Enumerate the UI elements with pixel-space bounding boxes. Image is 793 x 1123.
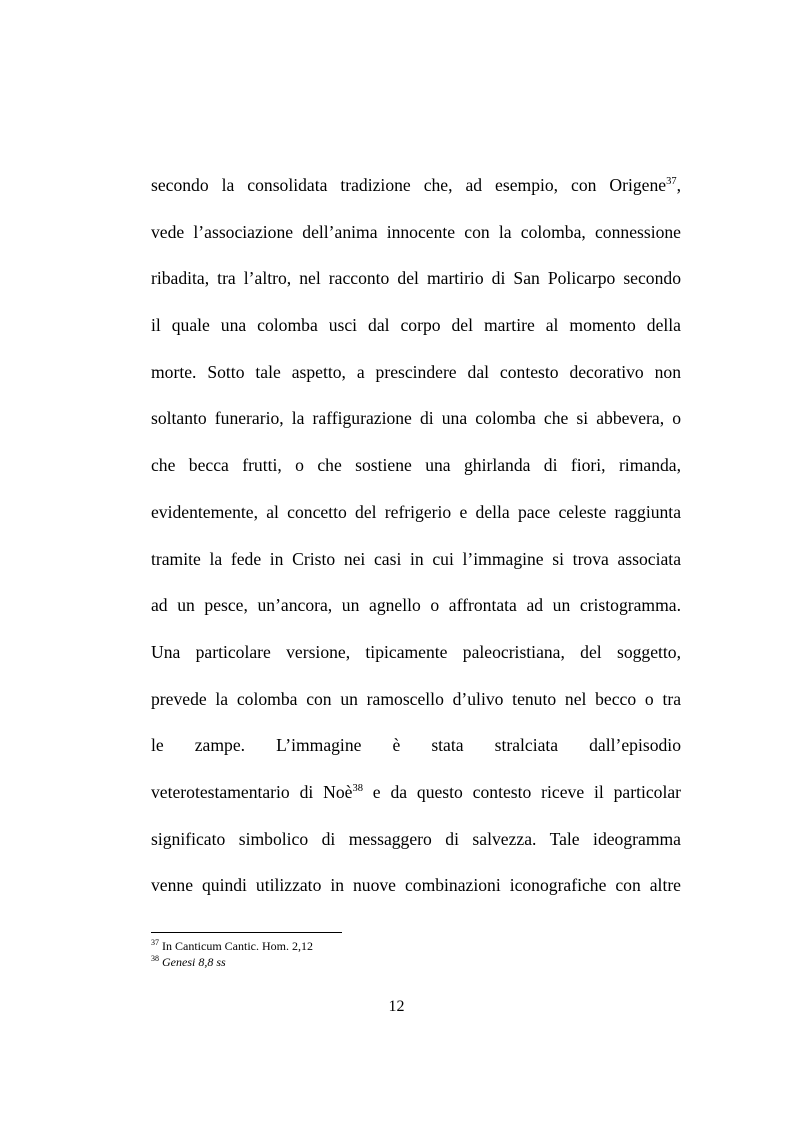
body-line-8: evidentemente, al concetto del refrigerio e della pace celeste raggiunta [151, 501, 681, 522]
body-line-6: soltanto funerario, la raffigurazione di una colomba che si abbevera, o [151, 408, 681, 429]
footnote-number: 37 [151, 938, 159, 947]
body-line-5: morte. Sotto tale aspetto, a prescindere dal contesto decorativo non [151, 361, 681, 382]
body-line-16: venne quindi utilizzato in nuove combinazioni iconografiche con altre [151, 875, 681, 896]
body-line-3: ribadita, tra l’altro, nel racconto del martirio di San Policarpo secondo [151, 268, 681, 289]
body-line-4: il quale una colomba usci dal corpo del martire al momento della [151, 315, 681, 336]
body-line-13: le zampe. L’immagine è stata stralciata dall’episodio [151, 735, 681, 756]
body-line-1: secondo la consolidata tradizione che, ad esempio, con Origene$^{37}$, [151, 175, 681, 195]
footnote-38 [151, 954, 681, 970]
body-line-2: vede l’associazione dell’anima innocente con la colomba, connessione [151, 221, 681, 242]
body-line-15: significato simbolico di messaggero di salvezza. Tale ideogramma [151, 828, 681, 849]
body-line-9: tramite la fede in Cristo nei casi in cui l’immagine si trova associata [151, 548, 681, 569]
body-line-10: ad un pesce, un’ancora, un agnello o affrontata ad un cristogramma. [151, 595, 681, 616]
footnote-number: 38 [151, 954, 159, 963]
body-line-14: veterotestamentario di Noè$^{38}$ e da questo contesto riceve il particolar [151, 781, 681, 802]
body-line-11: Una particolare versione, tipicamente paleocristiana, del soggetto, [151, 641, 681, 662]
footnote-text: Genesi 8,8 ss [162, 955, 226, 969]
body-line-7: che becca frutti, o che sostiene una ghirlanda di fiori, rimanda, [151, 455, 681, 476]
footnotes [151, 938, 681, 970]
footnote-text: In Canticum Cantic. Hom. 2,12 [162, 939, 313, 953]
footnote-37 [151, 938, 681, 954]
footnote-ref-37[interactable]: 37 [666, 176, 677, 187]
footnote-separator [151, 932, 342, 933]
body-line-12: prevede la colomba con un ramoscello d’ulivo tenuto nel becco o tra [151, 688, 681, 709]
page-number: 12 [388, 998, 405, 1015]
footnote-ref-38[interactable]: 38 [352, 782, 363, 794]
body-text [151, 162, 681, 909]
